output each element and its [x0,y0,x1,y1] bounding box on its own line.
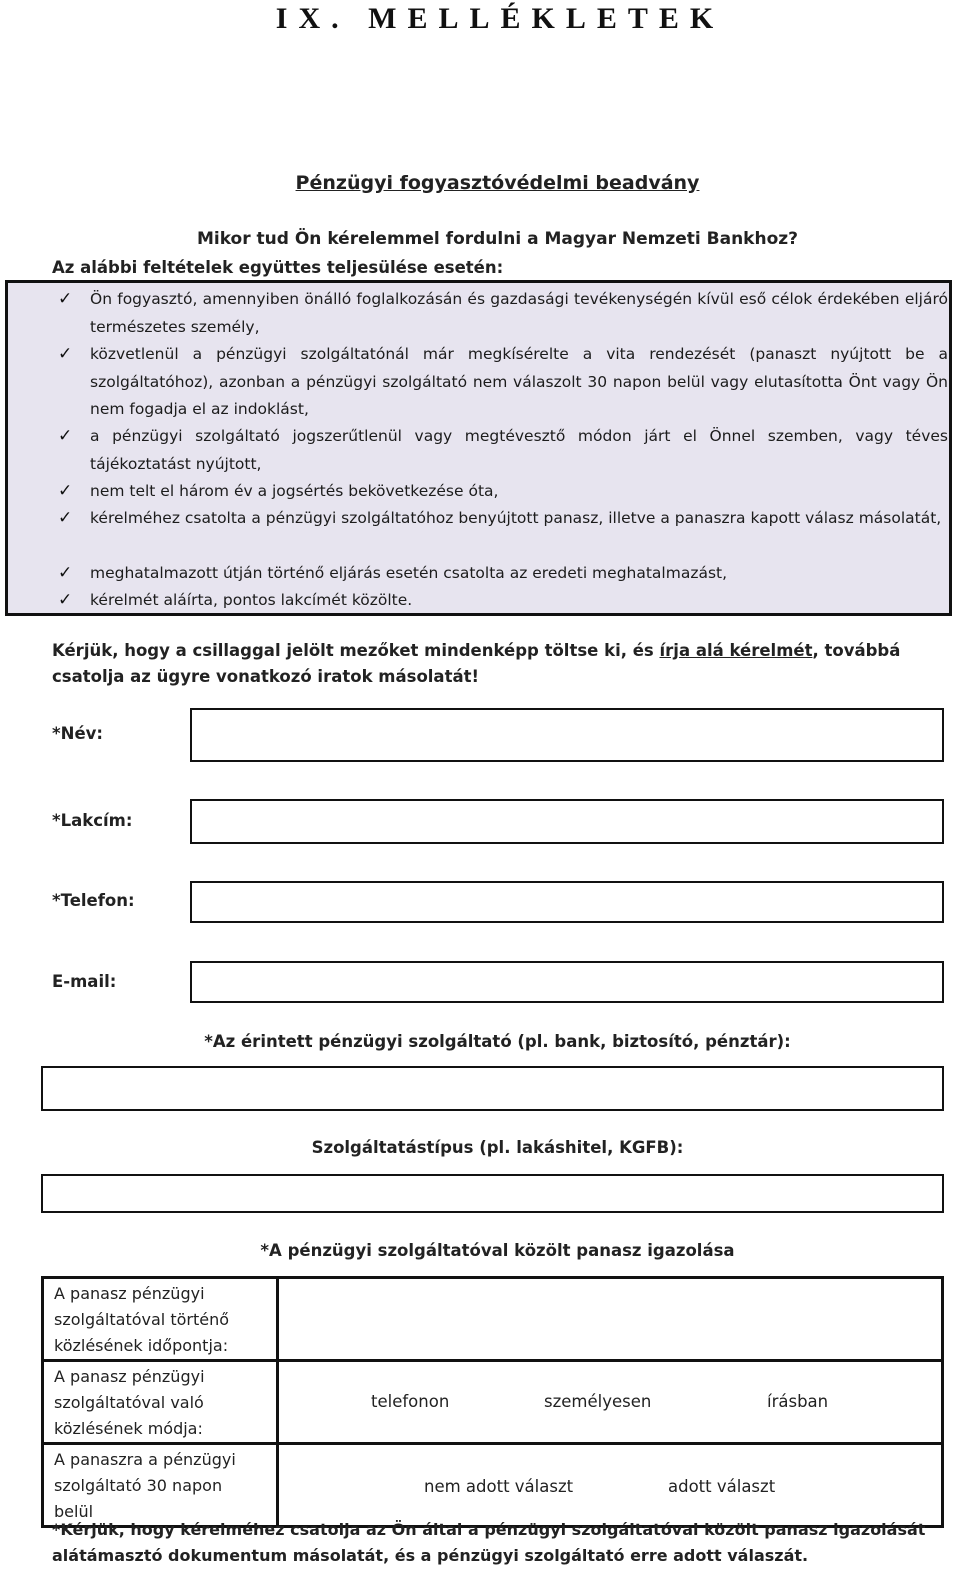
service-type-field[interactable] [41,1174,944,1213]
name-label: *Név: [52,724,103,743]
conditions-box [5,280,952,616]
phone-label: *Telefon: [52,891,135,910]
response-label: A panaszra a pénzügyi szolgáltató 30 napon belül [43,1444,278,1527]
name-field[interactable] [190,708,944,762]
provider-label: *Az érintett pénzügyi szolgáltató (pl. bank, biztosító, pénztár): [204,1032,791,1051]
option-in-person[interactable]: személyesen [544,1392,652,1411]
condition-item: ✓ kérelmét aláírta, pontos lakcímét közölte. [90,587,948,615]
conditions-intro: Az alábbi feltételek együttes teljesülése esetén: [52,258,504,277]
condition-item: ✓ Ön fogyasztó, amennyiben önálló foglalkozásán és gazdasági tevékenységén kívül eső célok érdekében eljáró természetes személy, [90,286,948,341]
condition-item: ✓ meghatalmazott útján történő eljárás esetén csatolta az eredeti meghatalmazást, [90,560,948,588]
checkmark-icon: ✓ [58,426,73,446]
complaint-proof-table [41,1276,944,1528]
option-responded[interactable]: adott választ [668,1477,776,1496]
address-label: *Lakcím: [52,811,133,830]
checkmark-icon: ✓ [58,481,73,501]
service-type-label: Szolgáltatástípus (pl. lakáshitel, KGFB): [311,1138,684,1157]
checkmark-icon: ✓ [58,590,73,610]
attachment-footnote: *Kérjük, hogy kérelméhez csatolja az Ön által a pénzügyi szolgáltatóval közölt panasz igazolását alátámasztó dokumentum másolatát, és a pénzügyi szolgáltató erre adott válaszát. [52,1520,926,1565]
fill-in-notice: Kérjük, hogy a csillaggal jelölt mezőket mindenképp töltse ki, és írja alá kérelmét, továbbá csatolja az ügyre vonatkozó iratok másolatát! [52,641,901,686]
checkmark-icon: ✓ [58,508,73,528]
checkmark-icon: ✓ [58,344,73,364]
form-title: Pénzügyi fogyasztóvédelmi beadvány [295,172,700,194]
complaint-method-label: A panasz pénzügyi szolgáltatóval való közlésének módja: [43,1361,278,1444]
address-field[interactable] [190,799,944,844]
email-field[interactable] [190,961,944,1003]
condition-item: ✓ a pénzügyi szolgáltató jogszerűtlenül vagy megtévesztő módon járt el Önnel szemben, vagy téves tájékoztatást nyújtott, [90,423,948,478]
phone-field[interactable] [190,881,944,923]
option-in-writing[interactable]: írásban [767,1392,829,1411]
complaint-date-label: A panasz pénzügyi szolgáltatóval történő közlésének időpontja: [43,1278,278,1361]
response-options [278,1444,943,1527]
option-no-response[interactable]: nem adott választ [424,1477,574,1496]
sign-request-emphasis: írja alá kérelmét [659,641,813,660]
complaint-date-field[interactable] [278,1278,943,1361]
email-label: E-mail: [52,972,117,991]
complaint-section-title: *A pénzügyi szolgáltatóval közölt panasz igazolása [260,1241,735,1260]
condition-item: ✓ kérelméhez csatolta a pénzügyi szolgáltatóhoz benyújtott panasz, illetve a panaszra kapott válasz másolatát, [90,505,948,533]
provider-field[interactable] [41,1066,944,1111]
annex-heading: IX. MELLÉKLETEK [275,2,725,35]
complaint-method-options [278,1361,943,1444]
eligibility-question: Mikor tud Ön kérelemmel fordulni a Magyar Nemzeti Bankhoz? [196,229,799,249]
condition-item: ✓ nem telt el három év a jogsértés bekövetkezése óta, [90,478,948,506]
checkmark-icon: ✓ [58,563,73,583]
condition-item: ✓ közvetlenül a pénzügyi szolgáltatónál már megkísérelte a vita rendezését (panaszt nyújtott be a szolgáltatóhoz), azonban a pénzügyi szolgáltató nem válaszolt 30 napon belül vagy elutasította Önt vagy Ön nem fogadja el az indoklást, [90,341,948,424]
option-phone[interactable]: telefonon [371,1392,450,1411]
checkmark-icon: ✓ [58,289,73,309]
